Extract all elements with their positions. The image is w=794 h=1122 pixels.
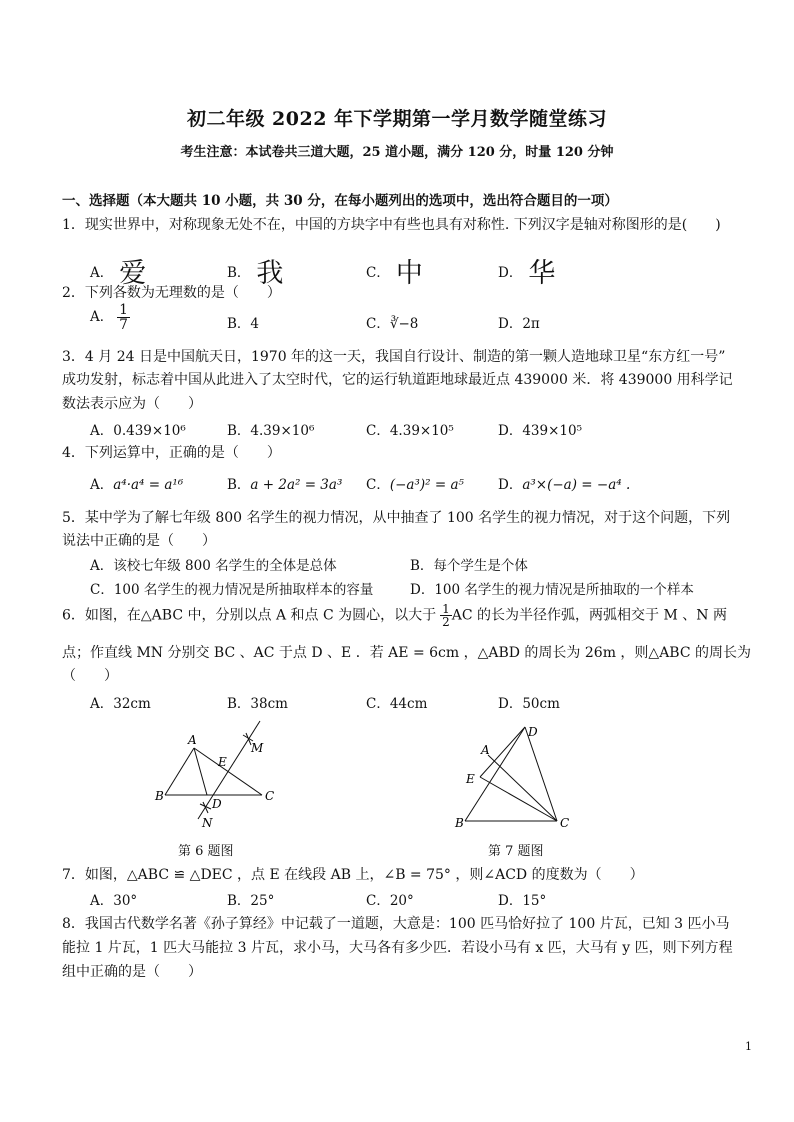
figure-7-diagram — [450, 715, 580, 830]
q2-option-c[interactable] — [366, 312, 418, 332]
q1-option-c[interactable] — [366, 246, 423, 289]
option-label: C． — [366, 423, 390, 439]
q1-option-d[interactable] — [498, 246, 556, 289]
option-text: 30° — [113, 893, 138, 909]
option-text: 44cm — [389, 696, 428, 712]
option-label: B． — [410, 558, 434, 574]
option-text: 0.439×10⁶ — [113, 423, 186, 439]
label-b: B — [455, 816, 464, 830]
label-e: E — [218, 755, 227, 769]
question-3-line1: 3．4 月 24 日是中国航天日，1970 年的这一天，我国自行设计、制造的第一颗人造地球卫星“东方红一号” — [62, 349, 726, 365]
q5-option-d[interactable] — [410, 578, 694, 598]
option-label: D． — [498, 477, 523, 493]
option-label: D． — [498, 696, 523, 712]
option-label: A． — [90, 558, 114, 574]
option-text: a⁴·a⁴ = a¹⁶ — [113, 477, 184, 493]
q6-option-d[interactable] — [498, 692, 560, 712]
q1-option-b[interactable] — [227, 246, 284, 289]
figure-6-caption: 第 6 题图 — [178, 844, 234, 859]
option-text: 100 名学生的视力情况是所抽取样本的容量 — [113, 582, 374, 598]
option-label: D． — [498, 423, 523, 439]
option-label: B． — [227, 423, 251, 439]
option-label: D． — [498, 893, 523, 909]
question-8-line2: 能拉 1 片瓦，1 匹大马能拉 3 片瓦，求小马，大马各有多少匹．若设小马有 x 匹，大马有 y 匹，则下列方程 — [62, 940, 733, 956]
option-text: 4.39×10⁵ — [389, 423, 454, 439]
label-m: M — [251, 741, 264, 755]
question-3-line3: 数法表示应为（ ） — [62, 396, 202, 412]
question-1-stem: 1．现实世界中，对称现象无处不在，中国的方块字中有些也具有对称性. 下列汉字是轴对称图形的是( ) — [62, 217, 721, 233]
label-a: A — [481, 743, 490, 757]
q7-option-a[interactable] — [90, 889, 137, 909]
q7-option-d[interactable] — [498, 889, 546, 909]
q4-option-c[interactable] — [366, 473, 464, 493]
option-label: A． — [90, 423, 114, 439]
option-label: C． — [366, 893, 390, 909]
option-text: 25° — [250, 893, 275, 909]
fraction-numerator: 1 — [119, 302, 128, 318]
option-text: 38cm — [250, 696, 288, 712]
q3-option-a[interactable] — [90, 419, 186, 439]
option-label: A． — [90, 265, 114, 281]
q4-option-d[interactable] — [498, 473, 630, 493]
question-8-line1: 8．我国古代数学名著《孙子算经》中记载了一道题，大意是：100 匹马恰好拉了 100 片瓦，已知 3 匹小马 — [62, 916, 730, 932]
q2-option-b[interactable] — [227, 312, 259, 332]
q1-option-a[interactable] — [90, 246, 147, 289]
option-label: C． — [366, 316, 390, 332]
option-label: B． — [227, 696, 251, 712]
question-5-line2: 说法中正确的是（ ） — [62, 533, 216, 549]
q5-option-b[interactable] — [410, 554, 528, 574]
option-text: 20° — [389, 893, 414, 909]
question-2-stem: 2．下列各数为无理数的是（ ） — [62, 285, 281, 301]
label-c: C — [560, 816, 570, 830]
option-text: 每个学生是个体 — [433, 558, 528, 574]
q5-option-a[interactable] — [90, 554, 337, 574]
question-6-line3: （ ） — [62, 668, 118, 684]
option-text: 2π — [522, 316, 540, 332]
fraction-numerator: 1 — [442, 602, 450, 616]
question-4-stem: 4．下列运算中，正确的是（ ） — [62, 445, 281, 461]
line-mn — [198, 721, 260, 819]
option-char: 我 — [256, 258, 284, 289]
option-text: (−a³)² = a⁵ — [389, 477, 464, 493]
exam-notice: 考生注意：本试卷共三道大题，25 道小题，满分 120 分，时量 120 分钟 — [180, 145, 614, 160]
q3-option-c[interactable] — [366, 419, 454, 439]
option-label: C． — [366, 265, 390, 281]
fraction — [117, 303, 130, 332]
option-text: 439×10⁵ — [522, 423, 582, 439]
q3-option-b[interactable] — [227, 419, 314, 439]
option-label: D． — [498, 265, 523, 281]
option-label: C． — [366, 696, 390, 712]
page-number: 1 — [745, 1040, 752, 1053]
option-char: 爱 — [119, 258, 147, 289]
q4-option-b[interactable] — [227, 473, 342, 493]
section-heading: 一、选择题（本大题共 10 小题，共 30 分，在每小题列出的选项中，选出符合题目的一项） — [62, 193, 618, 209]
fraction-denominator: 2 — [442, 615, 450, 629]
question-6-line2: 点；作直线 MN 分别交 BC 、AC 于点 D 、E ．若 AE = 6cm ，△ABD 的周长为 26m ，则△ABC 的周长为 — [62, 645, 752, 661]
option-label: C． — [90, 582, 114, 598]
label-b: B — [155, 789, 164, 803]
question-3-line2: 成功发射，标志着中国从此进入了太空时代，它的运行轨道距地球最近点 439000 米．将 439000 用科学记 — [62, 372, 733, 388]
option-text: 100 名学生的视力情况是所抽取的一个样本 — [434, 582, 694, 598]
option-text: a³×(−a) = −a⁴ . — [522, 477, 631, 493]
q6-line1-part2: AC 的长为半径作弧，两弧相交于 M 、N 两 — [451, 607, 727, 624]
option-char: 中 — [395, 258, 423, 289]
option-label: B． — [227, 893, 251, 909]
page-title: 初二年级 2022 年下学期第一学月数学随堂练习 — [186, 108, 608, 130]
option-text: 50cm — [522, 696, 560, 712]
q6-line1-part1: 6．如图，在△ABC 中，分别以点 A 和点 C 为圆心，以大于 — [62, 607, 437, 624]
option-text: 4.39×10⁶ — [250, 423, 315, 439]
q4-option-a[interactable] — [90, 473, 183, 493]
question-5-line1: 5．某中学为了解七年级 800 名学生的视力情况，从中抽查了 100 名学生的视力情况，对于这个问题，下列 — [62, 510, 731, 526]
option-label: A． — [90, 309, 114, 325]
option-label: B． — [227, 265, 251, 281]
option-label: D． — [498, 316, 523, 332]
option-label: D． — [410, 582, 435, 598]
option-text: a + 2a² = 3a³ — [250, 477, 343, 493]
option-label: A． — [90, 696, 114, 712]
question-7-stem: 7．如图，△ABC ≌ △DEC ，点 E 在线段 AB 上，∠B = 75° ，则∠ACD 的度数为（ ） — [62, 867, 644, 883]
fraction-denominator: 7 — [119, 317, 128, 333]
figure-7-caption: 第 7 题图 — [488, 844, 544, 859]
question-8-line3: 组中正确的是（ ） — [62, 964, 202, 980]
option-text: 32cm — [113, 696, 151, 712]
option-text: 15° — [522, 893, 547, 909]
fraction — [440, 603, 452, 628]
option-label: B． — [227, 316, 251, 332]
option-text: ∛−8 — [389, 316, 419, 332]
question-6-line1 — [62, 603, 727, 628]
option-label: C． — [366, 477, 390, 493]
option-text: 该校七年级 800 名学生的全体是总体 — [113, 558, 337, 574]
figure-6-diagram — [150, 715, 290, 830]
option-text: 4 — [250, 316, 260, 332]
label-e: E — [466, 772, 475, 786]
option-char: 华 — [528, 258, 556, 289]
option-label: A． — [90, 477, 114, 493]
segment-dc — [525, 727, 557, 821]
q6-option-c[interactable] — [366, 692, 427, 712]
label-d: D — [212, 797, 222, 811]
q6-option-b[interactable] — [227, 692, 288, 712]
q2-option-d[interactable] — [498, 312, 540, 332]
q6-option-a[interactable] — [90, 692, 151, 712]
option-label: B． — [227, 477, 251, 493]
q7-option-c[interactable] — [366, 889, 414, 909]
q7-option-b[interactable] — [227, 889, 274, 909]
q2-option-a[interactable] — [90, 303, 130, 332]
option-label: A． — [90, 893, 114, 909]
label-d: D — [528, 725, 538, 739]
segment-ab — [165, 748, 194, 795]
q3-option-d[interactable] — [498, 419, 582, 439]
label-n: N — [202, 816, 213, 830]
label-c: C — [265, 789, 275, 803]
label-a: A — [188, 733, 197, 747]
q5-option-c[interactable] — [90, 578, 373, 598]
